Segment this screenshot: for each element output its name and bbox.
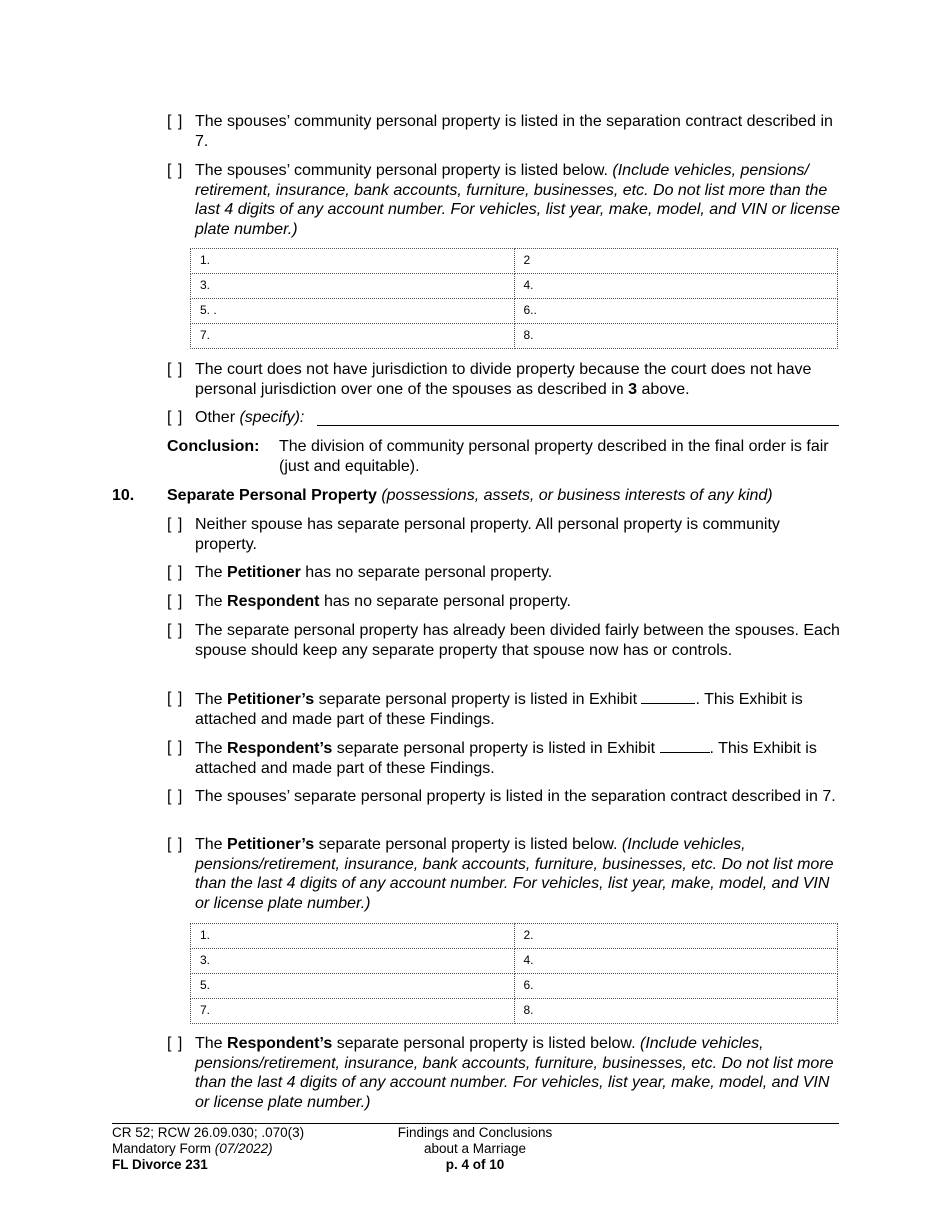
- table-cell[interactable]: 3.: [191, 274, 515, 299]
- respondent-none-item: [167, 592, 842, 612]
- item-text: The spouses’ separate personal property is listed in the separation contract described in 7.: [195, 788, 836, 805]
- other-label: Other: [195, 409, 236, 426]
- footer-citation: CR 52; RCW 26.09.030; .070(3): [112, 1125, 305, 1140]
- other-specify: (specify):: [239, 409, 305, 426]
- table-cell[interactable]: 7.: [191, 324, 515, 349]
- footer-form-date: (07/2022): [214, 1141, 273, 1156]
- checkbox[interactable]: [ ]: [167, 836, 184, 853]
- conclusion-text: The division of community personal property described in the final order is fair (just and equitable).: [279, 438, 829, 475]
- table-row: [191, 924, 838, 949]
- table-cell[interactable]: 2: [514, 249, 838, 274]
- neither-spouse-item: [167, 515, 842, 554]
- table-cell[interactable]: 4.: [514, 274, 838, 299]
- footer-left: [112, 1125, 304, 1173]
- petitioner-none-item: [167, 563, 842, 583]
- already-divided-item: [167, 621, 842, 660]
- table-row: [191, 949, 838, 974]
- footer-form-id: FL Divorce 231: [112, 1157, 208, 1172]
- item-text: The Petitioner has no separate personal property.: [195, 564, 553, 581]
- table-cell[interactable]: 7.: [191, 999, 515, 1024]
- item-text: The spouses’ community personal property is listed below. (Include vehicles, pensions/ retirement, insurance, bank accounts, furniture, businesses, etc. Do not list more than the last 4 digits of any account number. For vehicles, list year, make, model, and VIN or license plate number.): [195, 162, 841, 238]
- other-specify-line[interactable]: [317, 425, 839, 426]
- item-text: The Petitioner’s separate personal property is listed in Exhibit . This Exhibit is attached and made part of these Findings.: [195, 691, 803, 728]
- exhibit-blank[interactable]: [641, 689, 695, 704]
- petitioner-listed-item: [167, 835, 842, 913]
- item-text: The court does not have jurisdiction to divide property because the court does not have personal jurisdiction over one of the spouses as described in 3 above.: [195, 361, 812, 398]
- table-cell[interactable]: 2.: [514, 924, 838, 949]
- table-cell[interactable]: 5.: [191, 974, 515, 999]
- table-cell[interactable]: 8.: [514, 999, 838, 1024]
- table-cell[interactable]: 8.: [514, 324, 838, 349]
- item-text: Neither spouse has separate personal property. All personal property is community property.: [195, 516, 780, 553]
- item-text: The Respondent’s separate personal property is listed in Exhibit . This Exhibit is attached and made part of these Findings.: [195, 740, 817, 777]
- footer-page: p. 4 of 10: [445, 1157, 505, 1172]
- checkbox[interactable]: [ ]: [167, 1035, 184, 1052]
- checkbox[interactable]: [ ]: [167, 788, 184, 805]
- conclusion-label: Conclusion:: [167, 438, 260, 455]
- petitioner-exhibit-item: [167, 689, 842, 729]
- table-cell[interactable]: 1.: [191, 249, 515, 274]
- petitioner-property-table: [190, 923, 838, 1024]
- table-cell[interactable]: 1.: [191, 924, 515, 949]
- checkbox[interactable]: [ ]: [167, 361, 184, 378]
- checkbox[interactable]: [ ]: [167, 113, 184, 130]
- respondent-listed-item: [167, 1034, 842, 1112]
- footer-mandatory: Mandatory Form: [112, 1141, 212, 1156]
- checkbox[interactable]: [ ]: [167, 739, 184, 756]
- item-text: The spouses’ community personal property is listed in the separation contract described in 7.: [195, 113, 833, 150]
- table-row: [191, 299, 838, 324]
- table-cell[interactable]: 5. .: [191, 299, 515, 324]
- checkbox[interactable]: [ ]: [167, 564, 184, 581]
- jurisdiction-item: [167, 360, 842, 399]
- section-number: 10.: [112, 487, 135, 504]
- table-cell[interactable]: 6.: [514, 974, 838, 999]
- section-subtitle: (possessions, assets, or business interests of any kind): [381, 487, 773, 504]
- item-text: The Petitioner’s separate personal property is listed below. (Include vehicles, pensions/retirement, insurance, bank accounts, furniture, businesses, etc. Do not list more than the last 4 digits of any account number. For vehicles, list year, make, model, and VIN or license plate number.): [195, 836, 834, 912]
- table-cell[interactable]: 3.: [191, 949, 515, 974]
- checkbox[interactable]: [ ]: [167, 593, 184, 610]
- community-property-table: [190, 248, 838, 349]
- community-listed-below-item: [167, 161, 842, 239]
- table-cell[interactable]: 6..: [514, 299, 838, 324]
- community-contract-item: [167, 112, 842, 151]
- checkbox[interactable]: [ ]: [167, 516, 184, 533]
- table-row: [191, 999, 838, 1024]
- table-row: [191, 274, 838, 299]
- item-text: The separate personal property has already been divided fairly between the spouses. Each spouse should keep any separate property that spouse now has or controls.: [195, 622, 840, 659]
- table-cell[interactable]: 4.: [514, 949, 838, 974]
- footer-title-line2: about a Marriage: [423, 1141, 527, 1156]
- item-text: The Respondent has no separate personal property.: [195, 593, 571, 610]
- section-title: Separate Personal Property: [167, 487, 377, 504]
- item-text: The Respondent’s separate personal property is listed below. (Include vehicles, pensions/retirement, insurance, bank accounts, furniture, businesses, etc. Do not list more than the last 4 digits of any account number. For vehicles, list year, make, model, and VIN or license plate number.): [195, 1035, 834, 1111]
- footer-center: [375, 1125, 575, 1173]
- exhibit-blank[interactable]: [660, 738, 710, 753]
- section-heading: [167, 486, 847, 506]
- table-row: [191, 324, 838, 349]
- table-row: [191, 249, 838, 274]
- footer-divider: [112, 1123, 839, 1124]
- separate-contract-item: [167, 787, 842, 807]
- checkbox[interactable]: [ ]: [167, 409, 184, 426]
- footer-title-line1: Findings and Conclusions: [397, 1125, 553, 1140]
- checkbox[interactable]: [ ]: [167, 690, 184, 707]
- checkbox[interactable]: [ ]: [167, 622, 184, 639]
- respondent-exhibit-item: [167, 738, 842, 778]
- checkbox[interactable]: [ ]: [167, 162, 184, 179]
- table-row: [191, 974, 838, 999]
